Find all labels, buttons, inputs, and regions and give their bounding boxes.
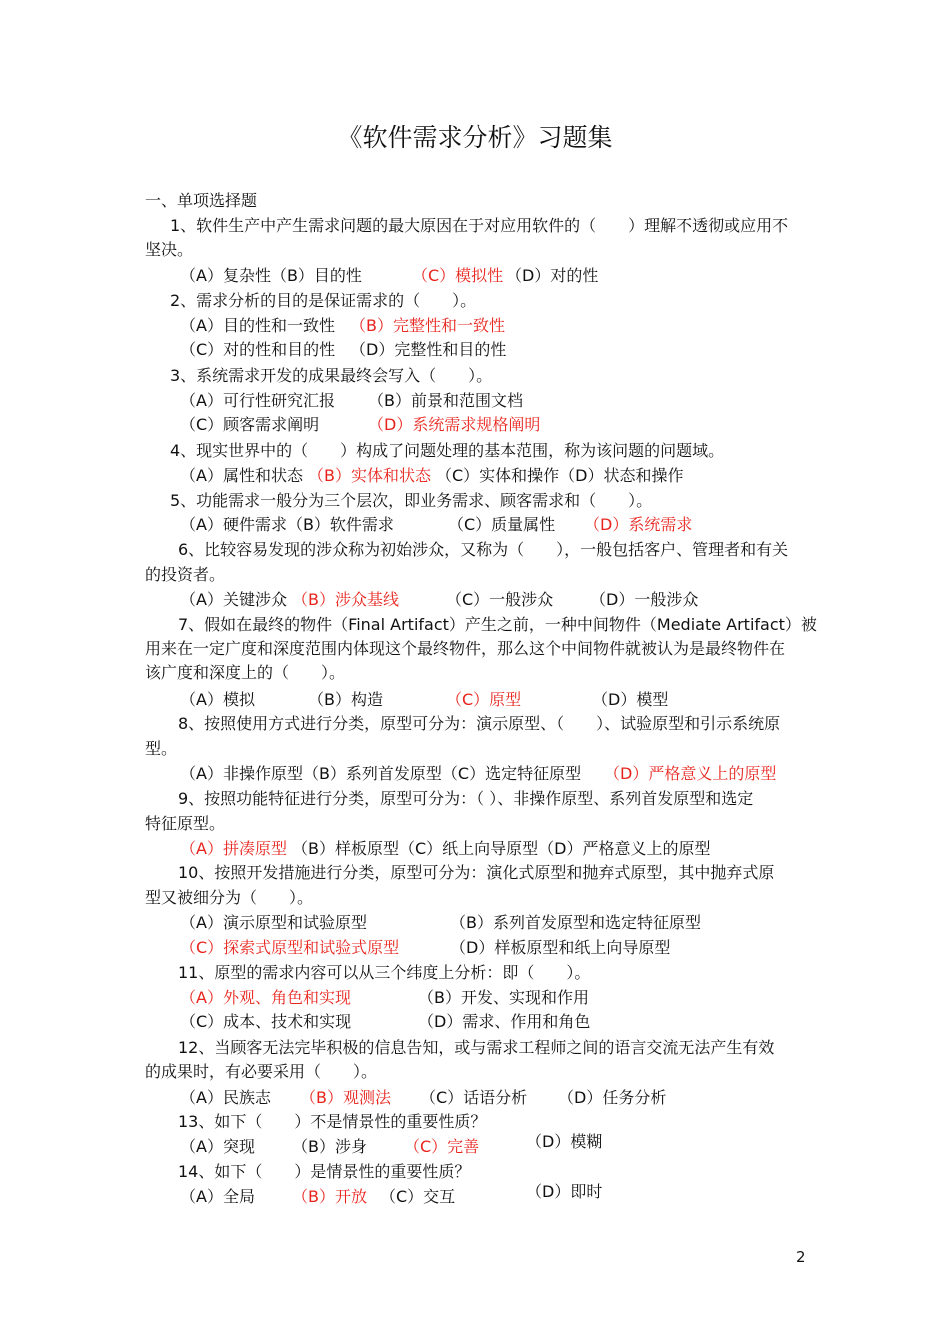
question-12-option: （A）民族志: [180, 1088, 271, 1107]
question-10-line-2: 型又被细分为（ ）。: [145, 888, 314, 907]
question-9-option: （B）样板原型（C）纸上向导原型（D）严格意义上的原型: [292, 839, 711, 858]
question-7-line-1: 7、假如在最终的物件（Final Artifact）产生之前，一种中间物件（Mediate Artifact）被: [178, 615, 817, 634]
question-11-answer: （A）外观、角色和实现: [180, 988, 351, 1007]
question-8-option: （A）非操作原型（B）系列首发原型（C）选定特征原型: [180, 764, 582, 783]
question-5-line-1: 5、功能需求一般分为三个层次，即业务需求、顾客需求和（ ）。: [170, 491, 653, 510]
question-13-option: （D）模糊: [526, 1132, 603, 1151]
question-3-option: （A）可行性研究汇报: [180, 391, 335, 410]
question-5-option: （A）硬件需求（B）软件需求: [180, 515, 394, 534]
question-2-option: （D）完整性和目的性: [350, 340, 507, 359]
question-6-line-2: 的投资者。: [145, 565, 226, 584]
question-13-option: （A）突现: [180, 1137, 255, 1156]
page-number: 2: [796, 1248, 806, 1266]
question-1-option: （D）对的性: [506, 266, 599, 285]
question-6-answer: （B）涉众基线: [292, 590, 399, 609]
question-11-option: （C）成本、技术和实现: [180, 1012, 352, 1031]
question-3-option: （C）顾客需求阐明: [180, 415, 320, 434]
question-11-line-1: 11、原型的需求内容可以从三个纬度上分析：即（ ）。: [178, 963, 591, 982]
question-3-answer: （D）系统需求规格阐明: [368, 415, 541, 434]
question-4-answer: （B）实体和状态: [308, 466, 431, 485]
question-7-option: （D）模型: [592, 690, 669, 709]
question-12-option: （D）任务分析: [558, 1088, 667, 1107]
question-12-option: （C）话语分析: [420, 1088, 528, 1107]
question-13-line-1: 13、如下（ ）不是情景性的重要性质？: [178, 1112, 487, 1131]
question-14-option: （C）交互: [380, 1187, 456, 1206]
question-11-option: （B）开发、实现和作用: [418, 988, 589, 1007]
question-2-answer: （B）完整性和一致性: [350, 316, 505, 335]
question-7-option: （A）模拟: [180, 690, 255, 709]
question-9-line-1: 9、按照功能特征进行分类，原型可分为：（ ）、非操作原型、系列首发原型和选定: [178, 789, 754, 808]
question-12-line-2: 的成果时，有必要采用（ ）。: [145, 1062, 378, 1081]
question-9-answer: （A）拼凑原型: [180, 839, 287, 858]
question-9-line-2: 特征原型。: [145, 814, 226, 833]
question-4-line-1: 4、现实世界中的（ ）构成了问题处理的基本范围，称为该问题的问题域。: [170, 441, 725, 460]
question-10-option: （D）样板原型和纸上向导原型: [450, 938, 671, 957]
question-5-answer: （D）系统需求: [584, 515, 693, 534]
question-4-option: （C）实体和操作（D）状态和操作: [436, 466, 684, 485]
question-13-option: （B）涉身: [292, 1137, 367, 1156]
question-14-answer: （B）开放: [292, 1187, 367, 1206]
question-6-line-1: 6、比较容易发现的涉众称为初始涉众，又称为（ ），一般包括客户、管理者和有关: [178, 540, 789, 559]
question-5-option: （C）质量属性: [448, 515, 556, 534]
question-1-line-1: 1、软件生产中产生需求问题的最大原因在于对应用软件的（ ）理解不透彻或应用不: [170, 216, 789, 235]
question-14-line-1: 14、如下（ ）是情景性的重要性质？: [178, 1162, 471, 1181]
question-3-option: （B）前景和范围文档: [368, 391, 523, 410]
question-7-line-2: 用来在一定广度和深度范围内体现这个最终物件，那么这个中间物件就被认为是最终物件在: [145, 639, 786, 658]
question-14-option: （D）即时: [526, 1182, 603, 1201]
question-12-answer: （B）观测法: [300, 1088, 391, 1107]
question-8-answer: （D）严格意义上的原型: [604, 764, 777, 783]
question-10-option: （B）系列首发原型和选定特征原型: [450, 913, 701, 932]
question-6-option: （D）一般涉众: [590, 590, 699, 609]
question-1-line-2: 坚决。: [145, 240, 194, 259]
question-1-answer: （C）模拟性: [412, 266, 504, 285]
question-7-line-3: 该广度和深度上的（ ）。: [145, 663, 346, 682]
question-7-option: （B）构造: [308, 690, 383, 709]
question-13-answer: （C）完善: [404, 1137, 480, 1156]
question-3-line-1: 3、系统需求开发的成果最终会写入（ ）。: [170, 366, 493, 385]
question-14-option: （A）全局: [180, 1187, 255, 1206]
question-4-option: （A）属性和状态: [180, 466, 303, 485]
question-10-answer: （C）探索式原型和试验式原型: [180, 938, 400, 957]
question-11-option: （D）需求、作用和角色: [418, 1012, 591, 1031]
question-2-line-1: 2、需求分析的目的是保证需求的（ ）。: [170, 291, 477, 310]
question-10-line-1: 10、按照开发措施进行分类，原型可分为：演化式原型和抛弃式原型，其中抛弃式原: [178, 863, 775, 882]
question-2-option: （A）目的性和一致性: [180, 316, 335, 335]
question-10-option: （A）演示原型和试验原型: [180, 913, 367, 932]
page-title: 《软件需求分析》习题集: [337, 123, 613, 152]
question-8-line-2: 型。: [145, 739, 178, 758]
question-12-line-1: 12、当顾客无法完毕积极的信息告知，或与需求工程师之间的语言交流无法产生有效: [178, 1038, 775, 1057]
question-6-option: （A）关键涉众: [180, 590, 287, 609]
question-1-option: （A）复杂性（B）目的性: [180, 266, 362, 285]
question-8-line-1: 8、按照使用方式进行分类，原型可分为：演示原型、（ ）、试验原型和引示系统原: [178, 714, 781, 733]
question-6-option: （C）一般涉众: [446, 590, 554, 609]
section-heading: 一、单项选择题: [145, 191, 258, 210]
question-2-option: （C）对的性和目的性: [180, 340, 336, 359]
question-7-answer: （C）原型: [446, 690, 522, 709]
